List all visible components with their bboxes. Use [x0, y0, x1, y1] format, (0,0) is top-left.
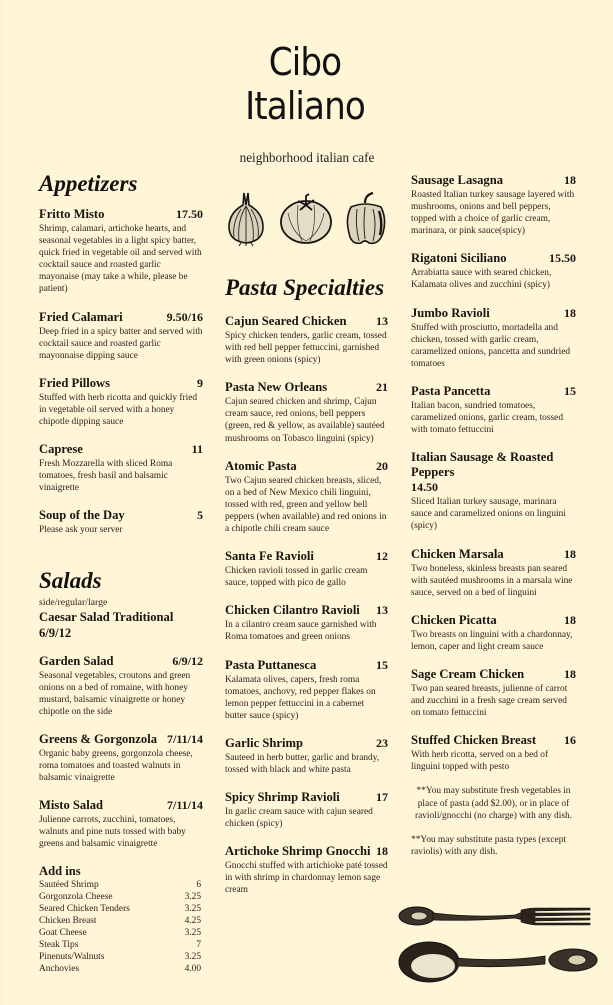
item-price: 18	[564, 612, 576, 627]
menu-item	[411, 450, 576, 532]
fork-icon	[399, 907, 590, 925]
item-description: Two boneless, skinless breasts pan seared with sautéed mushrooms in a marsala wine sauce, served on a bed of linguini	[411, 563, 573, 598]
addin-row	[39, 951, 203, 963]
addin-name: Anchovies	[39, 964, 80, 975]
addin-row	[39, 879, 203, 891]
item-name: Garden Salad	[39, 653, 114, 668]
item-description: With herb ricotta, served on a bed of linguini topped with pesto	[411, 750, 549, 773]
item-name: Pasta Pancetta	[411, 383, 491, 398]
item-name: Rigatoni Siciliano	[411, 251, 507, 266]
item-price: 6/9/12	[39, 625, 72, 640]
item-description: Two breasts on linguini with a chardonnay, lemon, caper and light cream sauce	[411, 629, 573, 652]
item-description: Please ask your server	[39, 525, 123, 536]
menu-item	[411, 173, 576, 237]
item-price: 18	[376, 844, 388, 859]
item-description: Sauteed in herb butter, garlic and brandy, tossed with black and white pasta	[225, 752, 380, 775]
menu-item	[39, 207, 203, 296]
menu-item	[39, 376, 203, 428]
addin-name: Sautéed Shrimp	[39, 880, 99, 891]
item-name: Fried Pillows	[39, 375, 111, 390]
item-price: 13	[376, 314, 388, 328]
item-name: Caprese	[39, 442, 83, 457]
item-price: 9	[197, 375, 203, 390]
addin-price: 3.25	[184, 952, 201, 963]
substitution-note-pasta: **You may substitute pasta types (except raviolis) with any dish.	[411, 834, 567, 857]
item-price: 16	[564, 733, 576, 748]
addin-row	[39, 903, 203, 915]
menu-item	[411, 384, 576, 436]
item-price: 15	[564, 383, 576, 398]
item-name: Sage Cream Chicken	[411, 666, 525, 681]
item-description: In garlic cream sauce with cajun seared chicken (spicy)	[225, 807, 373, 830]
caesar-salad-price	[39, 626, 203, 641]
item-description: Stuffed with prosciutto, mortadella and chicken, tossed with garlic cream, caramelized onions, pancetta and sundried tomatoes	[411, 322, 571, 369]
addins-section	[39, 864, 203, 975]
left-column	[39, 0, 203, 975]
addin-name: Seared Chicken Tenders	[39, 904, 130, 915]
menu-item	[411, 733, 576, 773]
tagline: neighborhood italian cafe	[239, 150, 375, 165]
right-column	[411, 0, 576, 858]
item-name: Sausage Lasagna	[411, 173, 504, 187]
caesar-salad-name	[39, 610, 203, 625]
item-name: Chicken Picatta	[411, 612, 497, 627]
menu-item	[39, 654, 203, 718]
item-price: 9.50/16	[166, 309, 203, 324]
item-price: 15	[376, 657, 388, 672]
item-description: Two Cajun seared chicken breasts, sliced, on a bed of New Mexico chili linguini, tossed with red, green and yellow bell peppers (when available) and red onions in a chipotle chili cream sauce	[225, 475, 387, 535]
menu-item	[411, 306, 576, 370]
item-name: Stuffed Chicken Breast	[411, 733, 537, 748]
item-price: 12	[376, 549, 388, 564]
item-description: Italian bacon, sundried tomatoes, caramelized onions, garlic cream, tossed with tomato fettuccini	[411, 400, 564, 436]
item-name: Cajun Seared Chicken	[225, 314, 347, 328]
menu-item	[225, 380, 388, 444]
pasta-specialties-heading: Pasta Specialties	[225, 275, 385, 300]
item-name: Fritto Misto	[39, 207, 105, 221]
item-name: Pasta New Orleans	[225, 380, 328, 395]
item-price: 20	[376, 458, 388, 473]
item-description: Arrabiatta sauce with seared chicken, Kalamata olives and zucchini (spicy)	[411, 268, 552, 291]
item-price: 14.50	[411, 480, 438, 495]
menu-item	[225, 603, 388, 643]
item-name: Artichoke Shrimp Gnocchi	[225, 844, 371, 859]
item-price: 6/9/12	[172, 653, 203, 668]
item-price: 18	[564, 173, 576, 187]
item-price: 18	[564, 305, 576, 320]
item-description: Chicken ravioli tossed in garlic cream sauce, topped with pico de gallo	[225, 566, 368, 589]
item-description: Two pan seared breasts, julienne of carrot and zucchini in a fresh sage cream served on tomato fettuccini	[411, 683, 568, 719]
item-description: Julienne carrots, zucchini, tomatoes, walnuts and pine nuts tossed with baby greens and balsamic vinaigrette	[39, 815, 186, 850]
page-edge	[0, 0, 8, 1005]
salads-heading: Salads	[39, 567, 102, 593]
menu-item	[39, 310, 203, 362]
menu-item	[39, 508, 203, 536]
addin-name: Goat Cheese	[39, 928, 87, 939]
item-price: 21	[376, 380, 388, 395]
menu-item	[225, 736, 388, 776]
item-price: 7/11/14	[166, 798, 203, 813]
item-name: Atomic Pasta	[225, 458, 297, 473]
item-name: Caesar Salad Traditional	[39, 609, 174, 624]
addin-price: 4.25	[184, 916, 201, 927]
item-price: 17	[376, 790, 388, 805]
menu-item	[225, 549, 388, 589]
item-name: Chicken Marsala	[411, 546, 504, 561]
item-description: In a cilantro cream sauce garnished with Roma tomatoes and green onions	[225, 620, 377, 643]
item-name: Pasta Puttanesca	[225, 657, 317, 672]
item-name: Garlic Shrimp	[225, 735, 304, 750]
menu-item	[411, 251, 576, 291]
menu-item	[225, 314, 388, 366]
appetizers-heading: Appetizers	[39, 171, 138, 196]
item-name: Spicy Shrimp Ravioli	[225, 790, 340, 805]
addin-row	[39, 891, 203, 903]
addin-name: Steak Tips	[39, 940, 79, 951]
item-description: Gnocchi stuffed with artichioke paté tossed in with shrimp in chardonnay lemon sage cream	[225, 861, 388, 896]
menu-item	[39, 798, 203, 850]
addin-row	[39, 915, 203, 927]
item-price: 18	[564, 666, 576, 681]
item-description: Spicy chicken tenders, garlic cream, tossed with red bell pepper fettuccini, garnished with green onions (spicy)	[225, 331, 387, 366]
middle-column	[225, 0, 388, 897]
item-name: Misto Salad	[39, 798, 104, 813]
brand-line-2: Italiano	[245, 84, 365, 128]
addin-price: 7	[196, 940, 201, 951]
item-description: Seasonal vegetables, croutons and green onions on a bed of romaine, with honey mustard, balsamic vinaigrette or honey chipotle on the side	[39, 670, 191, 717]
menu-item	[225, 844, 388, 896]
item-price: 13	[376, 603, 388, 618]
item-price: 23	[376, 735, 388, 750]
menu-item	[411, 613, 576, 653]
item-name: Santa Fe Ravioli	[225, 549, 314, 564]
addin-row	[39, 963, 203, 975]
addin-row	[39, 927, 203, 939]
addin-price: 3.25	[184, 928, 201, 939]
item-description: Shrimp, calamari, artichoke hearts, and seasonal vegetables in a light spicy batter, quick fried in vegetable oil and served with cocktail sauce and roasted garlic mayonaise (may take a while, please be patient)	[39, 224, 202, 295]
menu-item	[225, 658, 388, 722]
salad-size-note: side/regular/large	[39, 596, 108, 608]
item-description: Deep fried in a spicy batter and served with cocktail sauce and roasted garlic mayonnaise dipping sauce	[39, 326, 203, 361]
item-name: Fried Calamari	[39, 309, 123, 324]
addin-price: 3.25	[184, 892, 201, 903]
spoon-icon	[399, 942, 597, 982]
menu-item	[39, 732, 203, 784]
item-price: 17.50	[176, 207, 203, 221]
item-description: Organic baby greens, gorgonzola cheese, roma tomatoes and toasted walnuts in balsamic vinaigrette	[39, 748, 193, 784]
item-description: Cajun seared chicken and shrimp, Cajun cream sauce, red onions, bell peppers (green, red & yellow, as available) sautéed mushrooms on Tobasco linguini (spicy)	[225, 397, 385, 444]
item-description: Fresh Mozzarella with sliced Roma tomatoes, fresh basil and balsamic vinaigrette	[39, 459, 173, 494]
item-price: 5	[197, 508, 203, 523]
menu-item	[225, 790, 388, 830]
menu-item	[411, 547, 576, 599]
item-price: 11	[191, 442, 203, 457]
item-name: Greens & Gorgonzola	[39, 731, 157, 746]
item-price: 7/11/14	[166, 731, 203, 746]
addin-name: Gorgonzola Cheese	[39, 892, 113, 903]
menu-item	[225, 459, 388, 535]
item-price: 15.50	[549, 251, 576, 266]
addin-price: 6	[196, 880, 201, 891]
addin-name: Chicken Breast	[39, 916, 97, 927]
addin-price: 3.25	[184, 904, 201, 915]
addin-name: Pinenuts/Walnuts	[39, 952, 105, 963]
substitution-note-vegetables: **You may substitute fresh vegetables in place of pasta (add $2.00), or in place of ravioli/gnocchi (no charge) with any dish.	[414, 786, 573, 821]
addins-heading: Add ins	[39, 864, 81, 879]
item-name: Chicken Cilantro Ravioli	[225, 603, 360, 618]
menu-item	[39, 442, 203, 494]
item-price: 18	[564, 546, 576, 561]
item-description: Kalamata olives, capers, fresh roma tomatoes, anchovy, red pepper flakes on lemon pepper fettuccini in a cabernet butter sauce (spicy)	[225, 674, 376, 721]
menu-item	[411, 667, 576, 719]
item-description: Sliced Italian turkey sausage, marinara sauce and caramelized onions on linguini (spicy)	[411, 497, 566, 532]
item-description: Roasted Italian turkey sausage layered with mushrooms, onions and bell peppers, topped with a choice of garlic cream, marinara, or pink sauce(spicy)	[411, 190, 575, 237]
item-name: Soup of the Day	[39, 508, 125, 523]
item-name: Italian Sausage & Roasted Peppers	[411, 450, 554, 480]
addin-price: 4.00	[184, 964, 201, 975]
item-name: Jumbo Ravioli	[411, 305, 490, 320]
addin-row	[39, 939, 203, 951]
brand-line-1: Cibo	[268, 40, 342, 84]
cutlery-illustration	[395, 896, 600, 988]
item-description: Stuffed with herb ricotta and quickly fried in vegetable oil served with a honey chipotle dipping sauce	[39, 392, 198, 428]
